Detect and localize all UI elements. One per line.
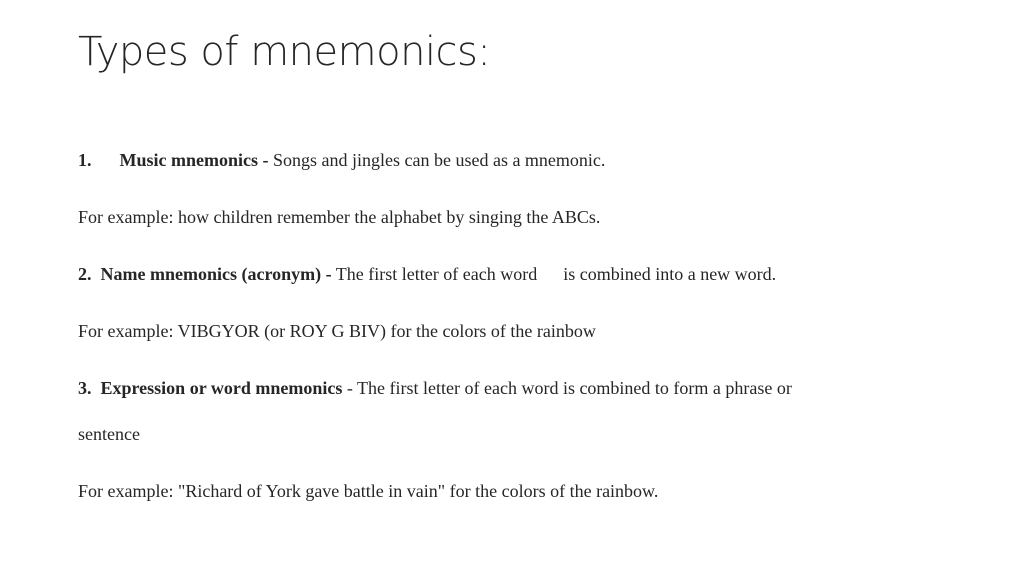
item-1-number: 1. <box>78 150 92 170</box>
item-2-example: For example: VIBGYOR (or ROY G BIV) for the colors of the rainbow <box>78 321 596 341</box>
item-1-line <box>78 148 605 172</box>
item-1-term: Music mnemonics - <box>119 150 269 170</box>
slide-title: Types of mnemonics: <box>78 29 491 75</box>
item-2-term: Name mnemonics (acronym) - <box>100 264 332 284</box>
item-3-line <box>78 376 792 400</box>
item-3-number: 3. <box>78 378 92 398</box>
item-3-example: For example: "Richard of York gave battle in vain" for the colors of the rainbow. <box>78 481 659 501</box>
item-1-text: Songs and jingles can be used as a mnemonic. <box>268 150 606 170</box>
item-3-text-continued: sentence <box>78 424 140 444</box>
item-2-line <box>78 262 776 286</box>
item-1-example: For example: how children remember the alphabet by singing the ABCs. <box>78 207 601 227</box>
item-3-text: - The first letter of each word is combined to form a phrase or <box>342 378 792 398</box>
item-2-text-a: The first letter of each word <box>331 264 538 284</box>
item-3-term: Expression or word mnemonics <box>100 378 343 398</box>
item-2-number: 2. <box>78 264 92 284</box>
item-2-text-b: is combined into a new word. <box>563 264 777 284</box>
